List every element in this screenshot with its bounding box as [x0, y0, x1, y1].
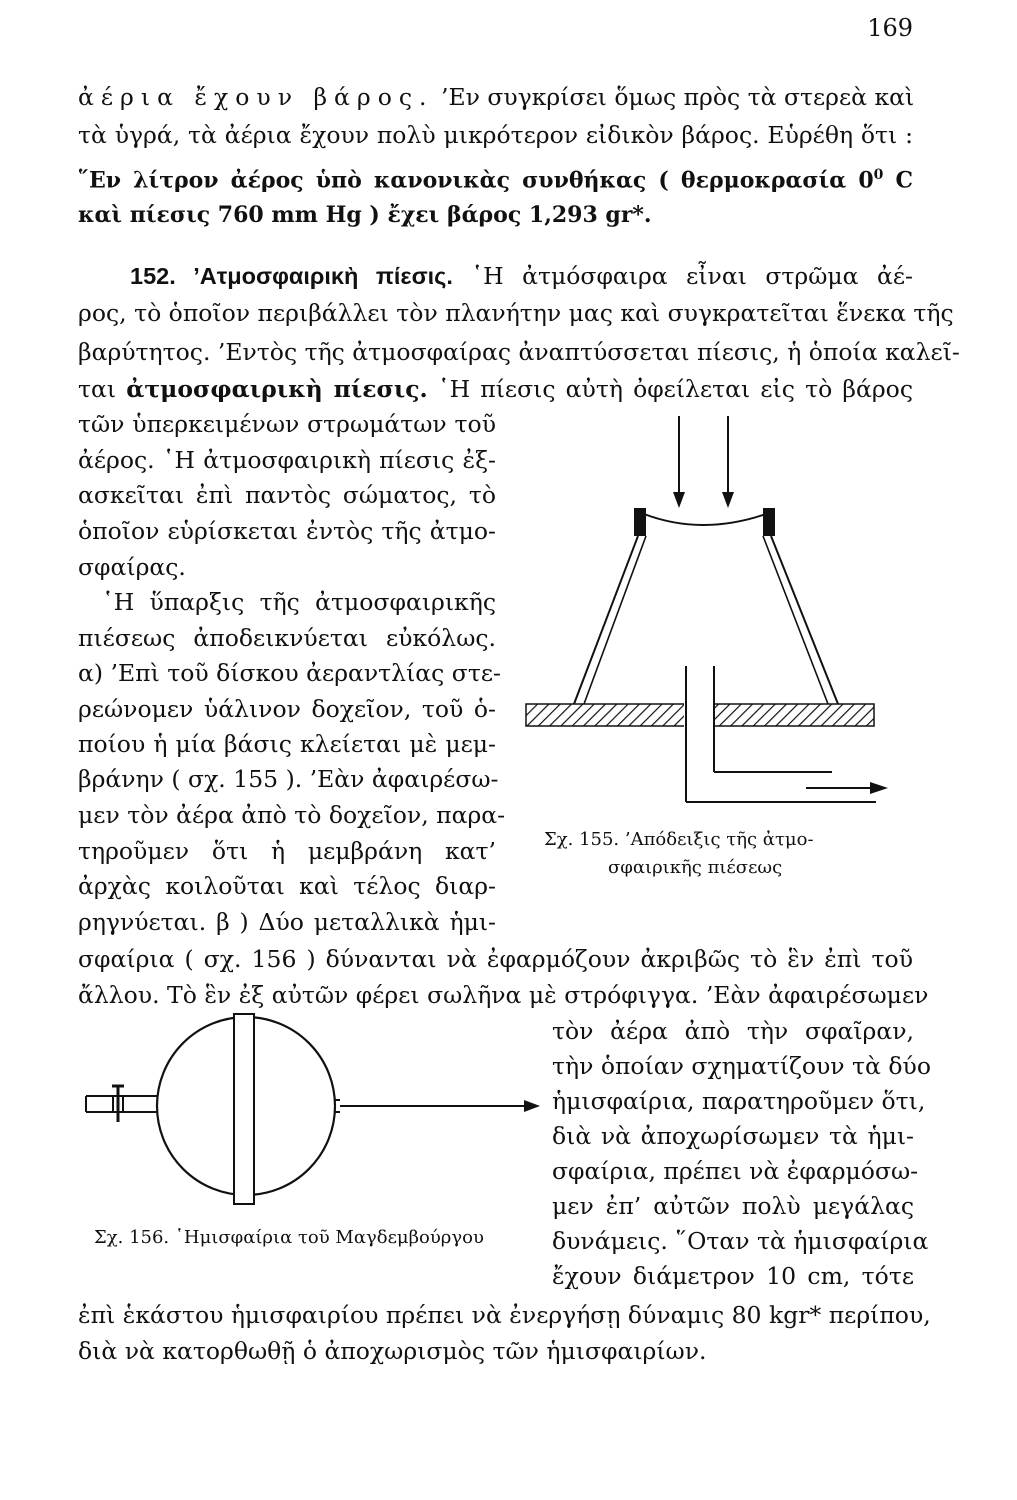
text-line: [78, 623, 496, 653]
text-run: C: [883, 167, 913, 194]
text-run: ποίου ἡ μία βάσις κλείεται μὲ μεμ-: [78, 730, 496, 758]
text-line: [78, 836, 496, 866]
text-line: [552, 1191, 914, 1221]
figure-155-caption: σφαιρικῆς πιέσεως: [608, 857, 783, 878]
text-run: βαρύτητος. ’Εντὸς τῆς ἀτμοσφαίρας ἀναπτύσσεται πίεσις, ἡ ὁποία καλεῖ-: [78, 338, 960, 366]
text-run: διὰ νὰ κατορθωθῇ ὁ ἀποχωρισμὸς τῶν ἡμισφαιρίων.: [78, 1337, 707, 1365]
text-line: [552, 1086, 926, 1116]
text-line: [78, 658, 501, 688]
figure-155-vessel-diagram: [516, 408, 916, 828]
text-run: τὴν ὁποίαν σχηματίζουν τὰ δύο: [552, 1052, 931, 1080]
text-line: [78, 729, 496, 759]
figure-156-hemispheres-diagram: [72, 1010, 542, 1230]
text-line: [552, 1156, 919, 1186]
text-run: 152. ’Ατμοσφαιρικὴ πίεσις.: [130, 263, 453, 289]
text-run: τηροῦμεν ὅτι ἡ μεμβράνη κατ’: [78, 837, 496, 865]
definition-line: [78, 200, 652, 231]
text-line: [552, 1016, 914, 1046]
text-run: ῾Η ἀτμόσφαιρα εἶναι στρῶμα ἀέ-: [452, 262, 913, 290]
membrane-clamp: [634, 508, 646, 536]
text-line: [78, 800, 506, 830]
text-line: [78, 944, 913, 974]
text-run: τὸν ἀέρα ἀπὸ τὴν σφαῖραν,: [552, 1017, 914, 1045]
text-line: [78, 480, 496, 510]
text-line: [78, 980, 929, 1010]
text-line: [78, 1300, 931, 1330]
text-line: [78, 764, 499, 794]
figure-156-caption: Σχ. 156. ῾Ημισφαίρια τοῦ Μαγδεμβούργου: [94, 1227, 484, 1248]
text-run: ρηγνύεται. β ) Δύο μεταλλικὰ ἡμι-: [78, 908, 496, 936]
text-line: [78, 1336, 706, 1366]
text-run: α) ’Επὶ τοῦ δίσκου ἀεραντλίας στε-: [78, 659, 501, 687]
text-run: ρος, τὸ ὁποῖον περιβάλλει τὸν πλανήτην μας καὶ συγκρατεῖται ἕνεκα τῆς: [78, 299, 954, 327]
force-arrow-icon: [340, 1100, 540, 1112]
text-line: [552, 1226, 929, 1256]
text-line: [78, 374, 913, 404]
text-run: ασκεῖται ἐπὶ παντὸς σώματος, τὸ: [78, 481, 496, 509]
text-line: [102, 587, 496, 617]
text-run: ται: [78, 375, 127, 403]
membrane-clamp: [763, 508, 775, 536]
text-line: [78, 120, 913, 150]
text-line: [552, 1121, 914, 1151]
text-line: [78, 337, 960, 367]
text-run: σφαίρια ( σχ. 156 ) δύνανται νὰ ἐφαρμόζουν ἀκριβῶς τὸ ἓν ἐπὶ τοῦ: [78, 945, 913, 973]
text-run: σφαίρας.: [78, 553, 186, 581]
text-line: [78, 552, 186, 582]
text-line: [552, 1051, 931, 1081]
text-run: καὶ πίεσις 760 mm Hg ) ἔχει βάρος 1,293 gr*.: [78, 202, 652, 228]
text-run: ῞Εν λίτρον ἀέρος ὑπὸ κανονικὰς συνθήκας ( θερμοκρασία 0: [78, 167, 874, 194]
text-line: [78, 516, 496, 546]
text-line: [78, 82, 913, 112]
hemisphere-flange: [234, 1014, 254, 1204]
text-line: [78, 694, 496, 724]
text-run: τὰ ὑγρά, τὰ ἀέρια ἔχουν πολὺ μικρότερον εἰδικὸν βάρος. Εὑρέθη ὅτι :: [78, 121, 913, 149]
text-run: τῶν ὑπερκειμένων στρωμάτων τοῦ: [78, 410, 496, 438]
text-run: ’Εν συγκρίσει ὅμως πρὸς τὰ στερεὰ καὶ: [433, 83, 915, 111]
text-run: σφαίρια, πρέπει νὰ ἐφαρμόσω-: [552, 1157, 919, 1185]
text-run: διὰ νὰ ἀποχωρίσωμεν τὰ ἡμι-: [552, 1122, 914, 1150]
text-run: ἔχουν διάμετρον 10 cm, τότε: [552, 1262, 914, 1290]
pressure-arrow-icon: [722, 416, 734, 508]
text-run: ῾Η ὕπαρξις τῆς ἀτμοσφαιρικῆς: [102, 588, 496, 616]
text-line: [78, 907, 496, 937]
stopcock-icon: [112, 1086, 124, 1122]
text-run: μεν ἐπ’ αὐτῶν πολὺ μεγάλας: [552, 1192, 914, 1220]
text-run: ἀρχὰς κοιλοῦται καὶ τέλος διαρ-: [78, 872, 496, 900]
text-line: [78, 298, 954, 328]
text-run: πιέσεως ἀποδεικνύεται εὐκόλως.: [78, 624, 496, 652]
text-run: ἐπὶ ἑκάστου ἡμισφαιρίου πρέπει νὰ ἐνεργήσῃ δύναμις 80 kgr* περίπου,: [78, 1301, 931, 1329]
text-line: [78, 409, 496, 439]
text-run: δυνάμεις. ῞Οταν τὰ ἡμισφαίρια: [552, 1227, 929, 1255]
text-run: ῾Η πίεσις αὐτὴ ὀφείλεται εἰς τὸ βάρος: [427, 375, 913, 403]
membrane: [644, 514, 766, 525]
definition-line: [78, 160, 913, 196]
text-line: [78, 445, 496, 475]
text-run: ρεώνομεν ὑάλινον δοχεῖον, τοῦ ὁ-: [78, 695, 496, 723]
section-heading-line: [78, 261, 913, 291]
text-run: βράνην ( σχ. 155 ). ’Εὰν ἀφαιρέσω-: [78, 765, 499, 793]
text-run: 0: [873, 167, 884, 183]
figure-155-caption: Σχ. 155. ’Απόδειξις τῆς ἀτμο-: [544, 829, 814, 850]
text-run: ἀτμοσφαιρικὴ πίεσις.: [126, 375, 428, 403]
text-run: ἄλλου. Τὸ ἓν ἐξ αὐτῶν φέρει σωλῆνα μὲ στρόφιγγα. ’Εὰν ἀφαιρέσωμεν: [78, 981, 929, 1009]
text-line: [78, 871, 496, 901]
suction-arrow-icon: [806, 782, 888, 794]
page-number: 169: [867, 14, 913, 42]
text-run: ὁποῖον εὑρίσκεται ἐντὸς τῆς ἀτμο-: [78, 517, 496, 545]
text-run: ἀέρος. ῾Η ἀτμοσφαιρικὴ πίεσις ἐξ-: [78, 446, 496, 474]
text-run: ἀέρια ἔχουν βάρος.: [78, 83, 434, 111]
pressure-arrow-icon: [673, 416, 685, 508]
text-line: [552, 1261, 914, 1291]
text-run: μεν τὸν ἀέρα ἀπὸ τὸ δοχεῖον, παρα-: [78, 801, 506, 829]
text-run: ἡμισφαίρια, παρατηροῦμεν ὅτι,: [552, 1087, 926, 1115]
